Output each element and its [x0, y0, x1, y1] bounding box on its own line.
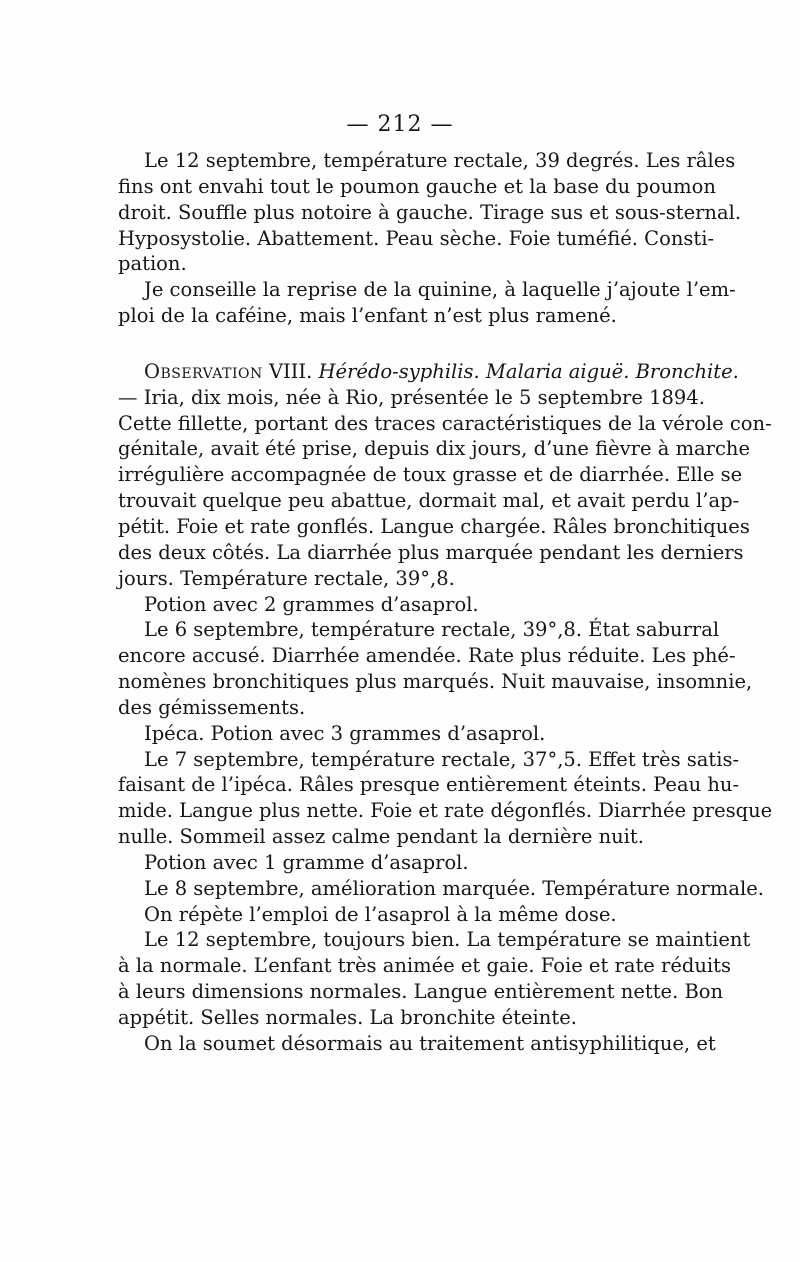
text-line: Hyposystolie. Abattement. Peau sèche. Foie tuméfié. Consti- — [118, 226, 715, 250]
paragraph-7: Potion avec 1 gramme d’asaprol. — [144, 850, 469, 874]
text-line: Le 12 septembre, toujours bien. La température se maintient — [144, 928, 751, 952]
section-gap — [118, 329, 673, 359]
text-line: Le 6 septembre, température rectale, 39°,8. État saburral — [144, 618, 720, 642]
text-line: faisant de l’ipéca. Râles presque entièrement éteints. Peau hu- — [118, 773, 740, 797]
text-line: Le 7 septembre, température rectale, 37°,5. Effet très satis- — [144, 747, 740, 771]
text-line: pation. — [118, 252, 187, 276]
text-line: Le 12 septembre, température rectale, 39 degrés. Les râles — [144, 149, 736, 172]
observation-section — [118, 359, 772, 592]
observation-number: VIII. — [268, 359, 313, 383]
page-body — [118, 148, 773, 1057]
paragraph-3: Potion avec 2 grammes d’asaprol. — [144, 592, 479, 616]
text-line: nomènes bronchitiques plus marqués. Nuit mauvaise, insomnie, — [118, 670, 753, 694]
paragraph-1 — [118, 148, 742, 277]
text-line: irrégulière accompagnée de toux grasse et de diarrhée. Elle se — [118, 463, 743, 487]
paragraph-8: Le 8 septembre, amélioration marquée. Température normale. — [144, 876, 764, 900]
text-line: mide. Langue plus nette. Foie et rate dégonflés. Diarrhée presque — [118, 799, 773, 823]
text-line: ploi de la caféine, mais l’enfant n’est plus ramené. — [118, 304, 617, 328]
text-line: des gémissements. — [118, 695, 306, 719]
page-number: — 212 — — [346, 112, 454, 137]
text-line: pétit. Foie et rate gonflés. Langue chargée. Râles bronchitiques — [118, 514, 750, 538]
paragraph-2 — [118, 277, 736, 329]
observation-heading — [118, 359, 739, 385]
paragraph-10 — [118, 927, 751, 1030]
text-line: — Iria, dix mois, née à Rio, présentée le 5 septembre 1894. — [118, 385, 705, 409]
paragraph-4 — [118, 617, 753, 720]
text-line: jours. Température rectale, 39°,8. — [118, 566, 455, 590]
paragraph-11: On la soumet désormais au traitement antisyphilitique, et — [144, 1031, 716, 1055]
text-line: fins ont envahi tout le poumon gauche et la base du poumon — [118, 174, 716, 198]
text-line: à leurs dimensions normales. Langue entièrement nette. Bon — [118, 980, 724, 1004]
text-line: appétit. Selles normales. La bronchite éteinte. — [118, 1006, 577, 1029]
text-line: nulle. Sommeil assez calme pendant la dernière nuit. — [118, 825, 644, 849]
text-line: génitale, avait été prise, depuis dix jours, d’une fièvre à marche — [118, 437, 751, 461]
text-line: Cette fillette, portant des traces caractéristiques de la vérole con- — [118, 411, 772, 435]
text-line: Je conseille la reprise de la quinine, à laquelle j’ajoute l’em- — [144, 278, 736, 302]
text-line: encore accusé. Diarrhée amendée. Rate plus réduite. Les phé- — [118, 644, 736, 668]
observation-label: Observation — [144, 359, 263, 383]
text-line: trouvait quelque peu abattue, dormait mal, et avait perdu l’ap- — [118, 489, 740, 513]
text-line: des deux côtés. La diarrhée plus marquée pendant les derniers — [118, 540, 744, 564]
observation-title: Hérédo-syphilis. Malaria aiguë. Bronchite. — [318, 359, 739, 383]
text-line: droit. Souffle plus notoire à gauche. Tirage sus et sous-sternal. — [118, 200, 742, 224]
paragraph-9: On répète l’emploi de l’asaprol à la même dose. — [144, 902, 617, 926]
paragraph-6 — [118, 747, 773, 850]
text-line: à la normale. L’enfant très animée et gaie. Foie et rate réduits — [118, 954, 732, 978]
paragraph-5: Ipéca. Potion avec 3 grammes d’asaprol. — [144, 721, 546, 745]
